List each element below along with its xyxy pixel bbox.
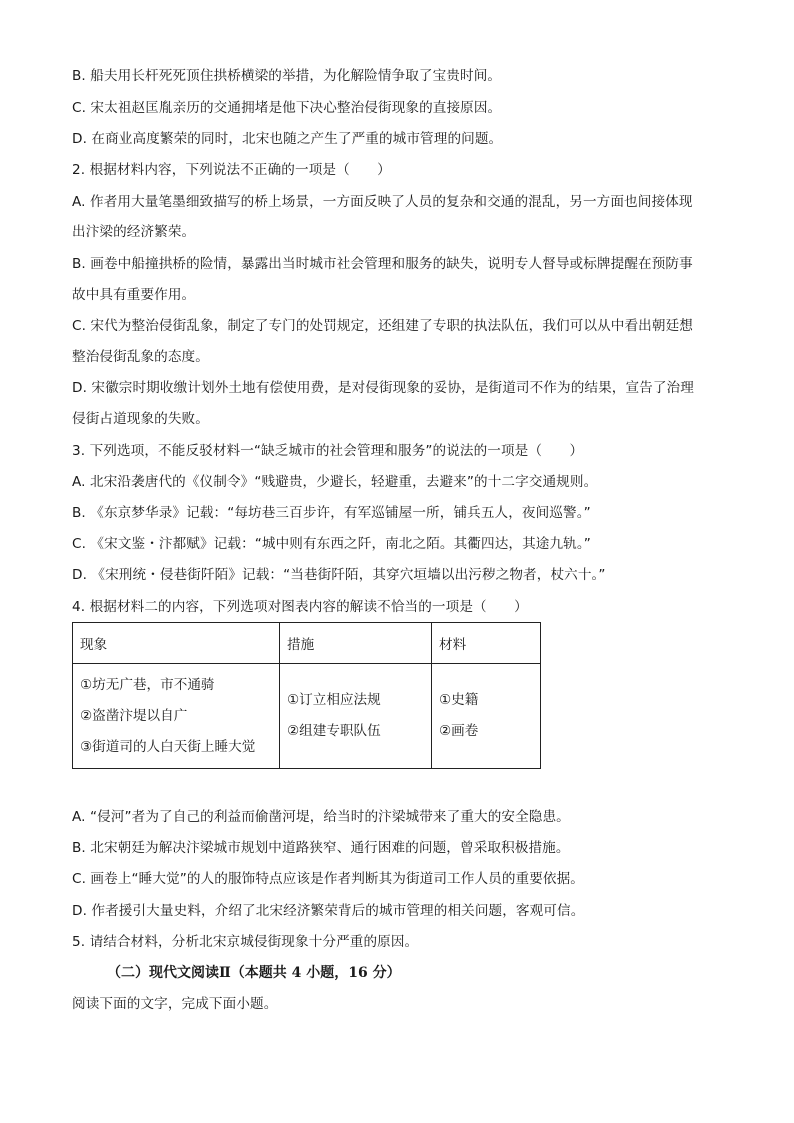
table-header-row <box>73 623 541 664</box>
measures-cell <box>280 664 432 769</box>
header-phenomenon: 现象 <box>73 623 280 664</box>
option-d-q3: D. 《宋刑统・侵巷街阡陌》记载：“当巷街阡陌，其穿穴垣墙以出污秽之物者，杖六十。” <box>72 567 606 583</box>
phenomena-cell <box>73 664 280 769</box>
measure-item: ①订立相应法规 <box>287 692 381 708</box>
table-row <box>73 664 541 769</box>
option-a-q3: A. 北宋沿袭唐代的《仪制令》“贱避贵，少避长，轻避重，去避来”的十二字交通规则。 <box>72 474 598 490</box>
option-c-q1: C. 宋太祖赵匡胤亲历的交通拥堵是他下决心整治侵街现象的直接原因。 <box>72 100 502 116</box>
option-a-q2-line2: 出汴梁的经济繁荣。 <box>72 224 196 240</box>
phenomena-table <box>72 622 541 769</box>
option-d-q1: D. 在商业高度繁荣的同时，北宋也随之产生了严重的城市管理的问题。 <box>72 131 503 147</box>
option-b-q2-line1: B. 画卷中船撞拱桥的险情，暴露出当时城市社会管理和服务的缺失，说明专人督导或标牌提醒在预防事 <box>72 256 693 272</box>
header-measures: 措施 <box>280 623 432 664</box>
material-item: ①史籍 <box>439 692 479 708</box>
material-item: ②画卷 <box>439 723 479 739</box>
option-d-q4: D. 作者援引大量史料，介绍了北宋经济繁荣背后的城市管理的相关问题，客观可信。 <box>72 903 585 919</box>
question-4: 4. 根据材料二的内容，下列选项对图表内容的解读不恰当的一项是（ ） <box>72 599 528 615</box>
phenomenon-item: ③街道司的人白天街上睡大觉 <box>80 738 256 755</box>
materials-cell <box>432 664 541 769</box>
phenomenon-item: ①坊无广巷，市不通骑 <box>80 676 215 693</box>
option-c-q2-line2: 整治侵街乱象的态度。 <box>72 349 209 365</box>
option-b-q4: B. 北宋朝廷为解决汴梁城市规划中道路狭窄、通行困难的问题，曾采取积极措施。 <box>72 840 570 856</box>
option-b-q2-line2: 故中具有重要作用。 <box>72 287 196 303</box>
option-c-q2-line1: C. 宋代为整治侵街乱象，制定了专门的处罚规定，还组建了专职的执法队伍，我们可以从中看出朝廷想 <box>72 318 693 334</box>
question-3: 3. 下列选项，不能反驳材料一“缺乏城市的社会管理和服务”的说法的一项是（ ） <box>72 443 584 459</box>
question-5: 5. 请结合材料，分析北宋京城侵街现象十分严重的原因。 <box>72 934 419 950</box>
option-a-q4: A. “侵河”者为了自己的利益而偷凿河堤，给当时的汴梁城带来了重大的安全隐患。 <box>72 809 570 825</box>
question-2: 2. 根据材料内容，下列说法不正确的一项是（ ） <box>72 162 391 178</box>
header-materials: 材料 <box>432 623 541 664</box>
option-b-q3: B. 《东京梦华录》记载：“每坊巷三百步许，有军巡铺屋一所，铺兵五人，夜间巡警。” <box>72 505 591 521</box>
section-heading: （二）现代文阅读Ⅱ（本题共 4 小题，16 分） <box>107 965 401 981</box>
option-d-q2-line2: 侵街占道现象的失败。 <box>72 411 209 427</box>
option-b-q1: B. 船夫用长杆死死顶住拱桥横梁的举措，为化解险情争取了宝贵时间。 <box>72 68 502 84</box>
phenomenon-item: ②盗凿汴堤以自广 <box>80 707 188 724</box>
option-c-q3: C. 《宋文鉴・汴都赋》记载：“城中则有东西之阡，南北之陌。其衢四达，其途九轨。” <box>72 536 591 552</box>
option-d-q2-line1: D. 宋徽宗时期收缴计划外土地有偿使用费，是对侵街现象的妥协，是街道司不作为的结果，宣告了治理 <box>72 380 694 396</box>
reading-instruction: 阅读下面的文字，完成下面小题。 <box>72 996 278 1012</box>
option-c-q4: C. 画卷上“睡大觉”的人的服饰特点应该是作者判断其为街道司工作人员的重要依据。 <box>72 871 584 887</box>
measure-item: ②组建专职队伍 <box>287 723 381 739</box>
option-a-q2-line1: A. 作者用大量笔墨细致描写的桥上场景，一方面反映了人员的复杂和交通的混乱，另一方面也间接体现 <box>72 194 693 210</box>
